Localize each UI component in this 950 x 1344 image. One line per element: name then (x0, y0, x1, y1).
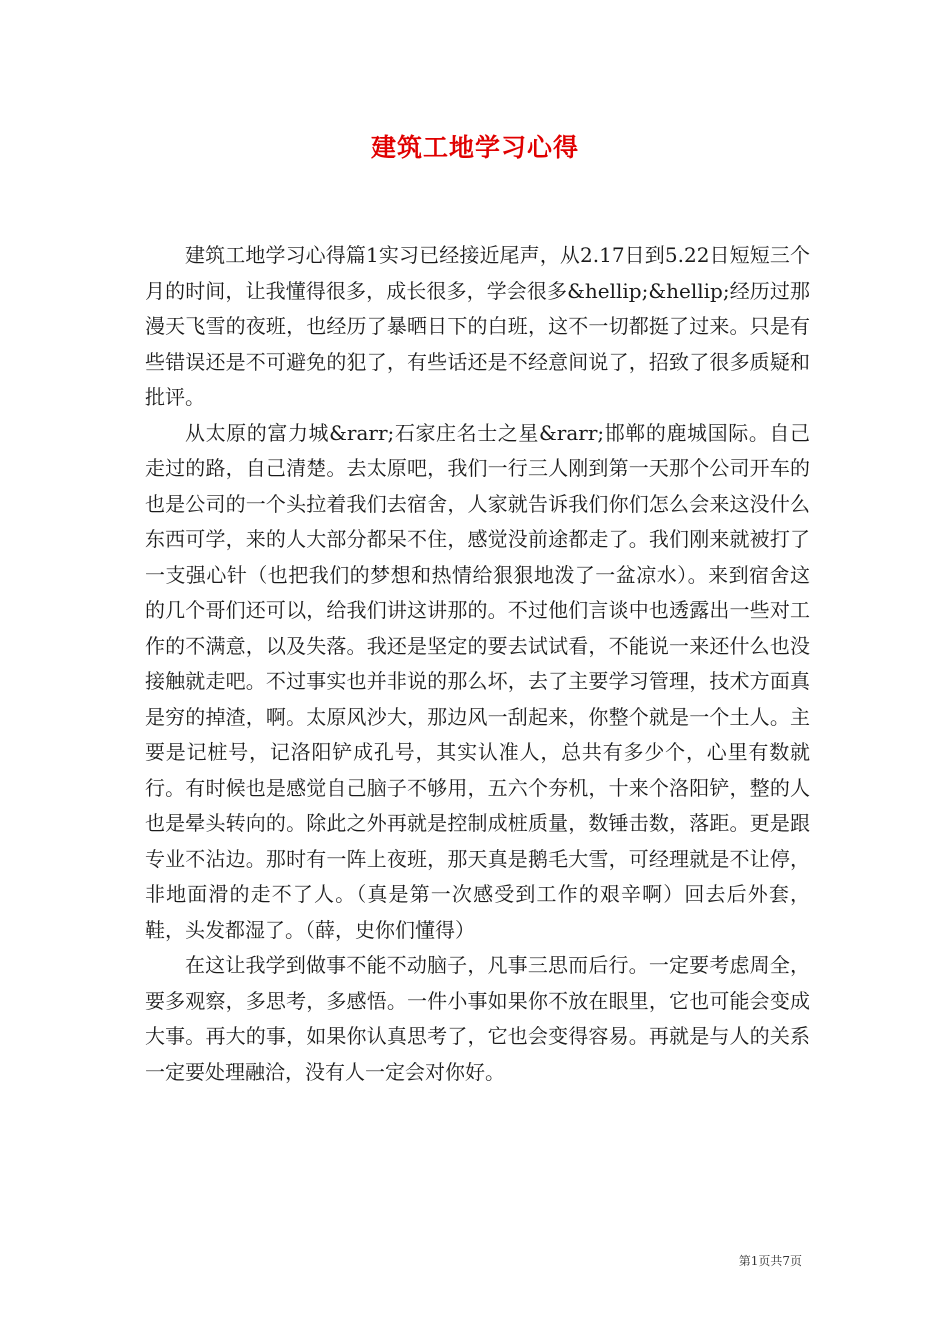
document-title: 建筑工地学习心得 (370, 133, 579, 162)
paragraph-3: 在这让我学到做事不能不动脑子，凡事三思而后行。一定要考虑周全，要多观察，多思考，多感悟。一件小事如果你不放在眼里，它也可能会变成大事。再大的事，如果你认真思考了，它也会变得容易。再就是与人的关系一定要处理融洽，没有人一定会对你好。 (145, 953, 810, 1084)
document-body (145, 238, 810, 1090)
page-number-footer: 第1页共7页 (738, 1254, 802, 1268)
paragraph-2: 从太原的富力城&rarr;石家庄名士之星&rarr;邯郸的鹿城国际。自己走过的路，自己清楚。去太原吧，我们一行三人刚到第一天那个公司开车的也是公司的一个头拉着我们去宿舍，人家就告诉我们你们怎么会来这没什么东西可学，来的人大部分都呆不住，感觉没前途都走了。我们刚来就被打了一支强心针（也把我们的梦想和热情给狠狠地泼了一盆凉水）。来到宿舍这的几个哥们还可以，给我们讲这讲那的。不过他们言谈中也透露出一些对工作的不满意，以及失落。我还是坚定的要去试试看，不能说一来还什么也没接触就走吧。不过事实也并非说的那么坏，去了主要学习管理，技术方面真是穷的掉渣，啊。太原风沙大，那边风一刮起来，你整个就是一个土人。主要是记桩号，记洛阳铲成孔号，其实认准人，总共有多少个，心里有数就行。有时候也是感觉自己脑子不够用，五六个夯机，十来个洛阳铲，整的人也是晕头转向的。除此之外再就是控制成桩质量，数锤击数，落距。更是跟专业不沾边。那时有一阵上夜班，那天真是鹅毛大雪，可经理就是不让停，非地面滑的走不了人。（真是第一次感受到工作的艰辛啊）回去后外套，鞋，头发都湿了。（薛，史你们懂得） (145, 420, 810, 942)
paragraph-1: 建筑工地学习心得篇1实习已经接近尾声，从2.17日到5.22日短短三个月的时间，让我懂得很多，成长很多，学会很多&hellip;&hellip;经历过那漫天飞雪的夜班，也经历了暴晒日下的白班，这不一切都挺了过来。只是有些错误还是不可避免的犯了，有些话还是不经意间说了，招致了很多质疑和批评。 (145, 243, 810, 409)
